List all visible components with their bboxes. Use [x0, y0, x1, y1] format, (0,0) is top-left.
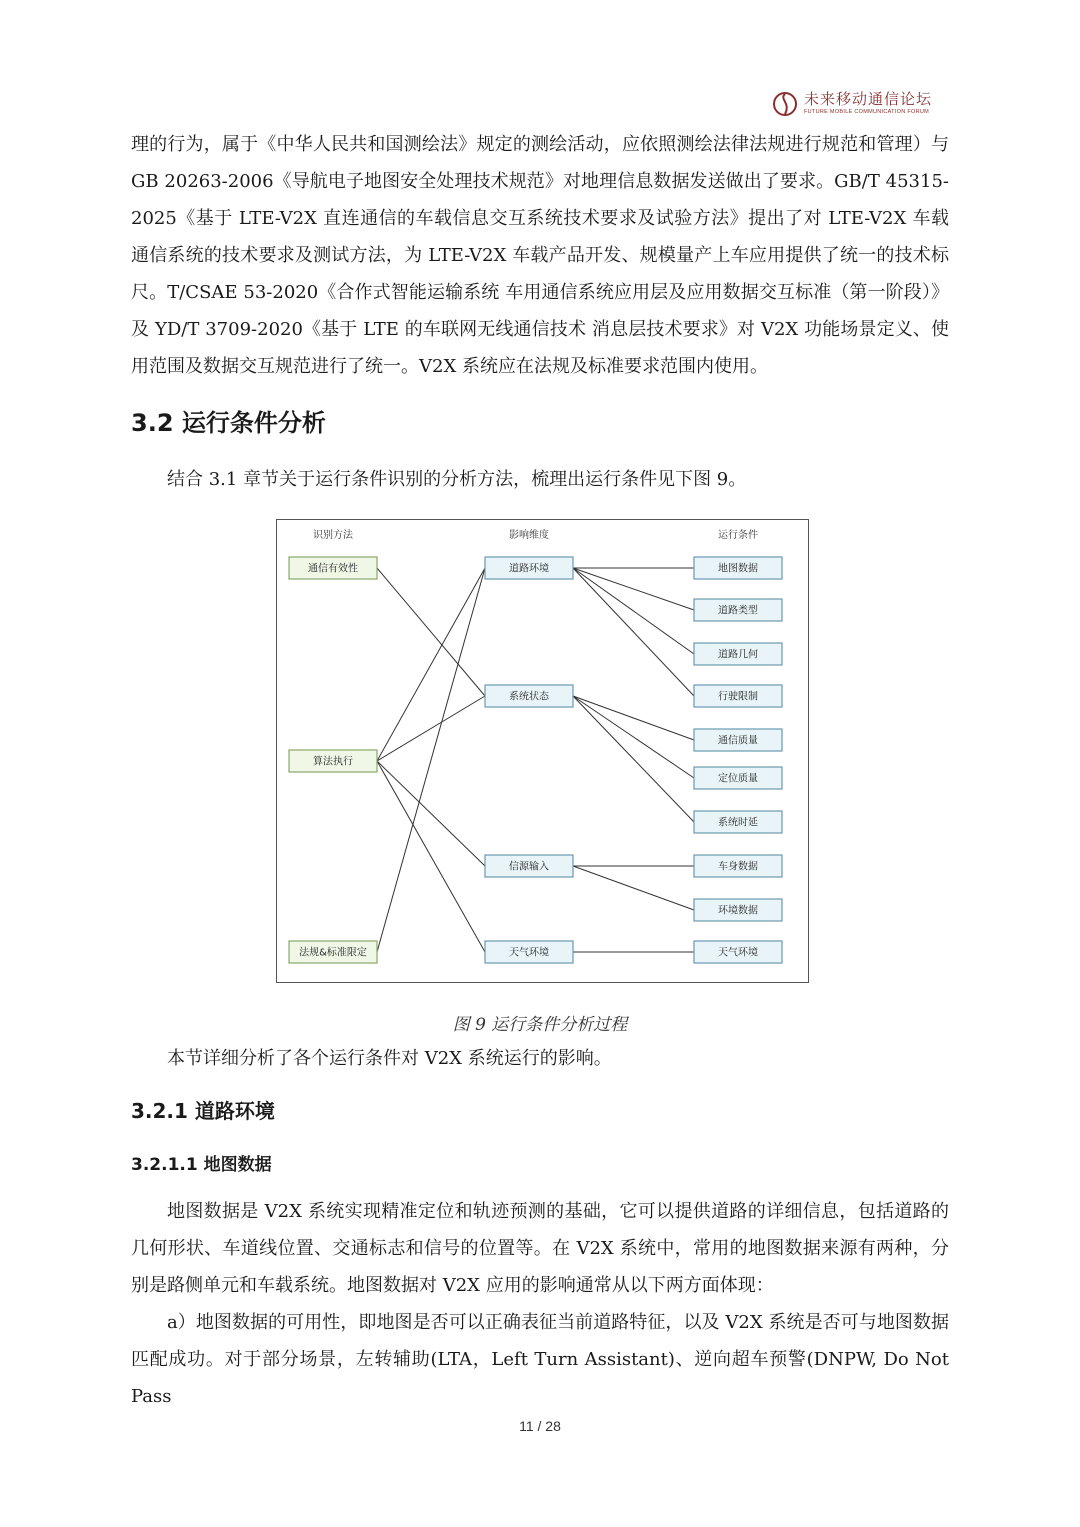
diagram-connector — [377, 761, 485, 866]
condition-node-label: 天气环境 — [718, 947, 758, 959]
diagram-connector — [377, 568, 485, 696]
diagram-connector — [573, 866, 694, 910]
page-number: 11 / 28 — [519, 1418, 561, 1434]
diagram-connector — [377, 568, 485, 761]
method-node-label: 通信有效性 — [308, 563, 358, 575]
logo-en-text: FUTURE MOBILE COMMUNICATION FORUM — [804, 109, 929, 116]
condition-node-label: 系统时延 — [718, 817, 758, 829]
section-3-2-1-1-title: 3.2.1.1 地图数据 — [131, 1155, 272, 1175]
condition-node-label: 定位质量 — [718, 773, 758, 785]
forum-logo — [772, 88, 962, 120]
diagram-connector — [377, 568, 485, 952]
diagram-col-header: 识别方法 — [313, 530, 353, 541]
diagram-connector — [573, 568, 694, 696]
diagram-col-header: 影响维度 — [509, 530, 549, 541]
dimension-node-label: 天气环境 — [509, 947, 549, 959]
method-node-label: 法规&标准限定 — [299, 947, 367, 959]
diagram-svg — [277, 520, 808, 982]
paragraph-map-data: 地图数据是 V2X 系统实现精准定位和轨迹预测的基础，它可以提供道路的详细信息，包括道路的几何形状、车道线位置、交通标志和信号的位置等。在 V2X 系统中，常用的地图数据来源有两种，分别是路侧单元和车载系统。地图数据对 V2X 应用的影响通常从以下两方面体现： — [131, 1201, 949, 1296]
forum-logo-icon — [772, 91, 798, 117]
condition-node-label: 行驶限制 — [718, 691, 758, 703]
logo-cn-text: 未来移动通信论坛 — [804, 90, 933, 109]
diagram-connector — [573, 568, 694, 610]
section-3-2-1-title: 3.2.1 道路环境 — [131, 1099, 275, 1123]
condition-node-label: 车身数据 — [718, 861, 758, 873]
diagram-connector — [377, 761, 485, 952]
paragraph-map-availability: a）地图数据的可用性，即地图是否可以正确表征当前道路特征，以及 V2X 系统是否可与地图数据匹配成功。对于部分场景，左转辅助(LTA，Left Turn Assistant)、逆向超车预警(DNPW, Do Not Pass — [131, 1312, 949, 1407]
condition-node-label: 道路几何 — [718, 649, 758, 661]
paragraph-standards: 理的行为，属于《中华人民共和国测绘法》规定的测绘活动，应依照测绘法律法规进行规范和管理）与 GB 20263-2006《导航电子地图安全处理技术规范》对地理信息数据发送做出了要求。GB/T 45315-2025《基于 LTE-V2X 直连通信的车载信息交互系统技术要求及试验方法》提出了对 LTE-V2X 车载通信系统的技术要求及测试方法，为 LTE-V2X 车载产品开发、规模量产上车应用提供了统一的技术标尺。T/CSAE 53-2020《合作式智能运输系统 车用通信系统应用层及应用数据交互标准（第一阶段）》及 YD/T 3709-2020《基于 LTE 的车联网无线通信技术 消息层技术要求》对 V2X 功能场景定义、使用范围及数据交互规范进行了统一。V2X 系统应在法规及标准要求范围内使用。 — [131, 134, 949, 377]
diagram-connector — [573, 568, 694, 654]
condition-node-label: 地图数据 — [718, 563, 758, 575]
condition-node-label: 通信质量 — [718, 735, 758, 747]
figure-9-diagram — [276, 519, 809, 983]
section-3-2-title: 3.2 运行条件分析 — [131, 409, 326, 437]
figure-caption: 图 9 运行条件分析过程 — [452, 1015, 628, 1035]
condition-node-label: 环境数据 — [718, 905, 758, 917]
paragraph-figure-intro: 结合 3.1 章节关于运行条件识别的分析方法，梳理出运行条件见下图 9。 — [167, 469, 747, 490]
diagram-connector — [573, 696, 694, 822]
dimension-node-label: 信源输入 — [509, 861, 549, 873]
dimension-node-label: 道路环境 — [509, 563, 549, 575]
diagram-connector — [573, 696, 694, 778]
diagram-connector — [377, 696, 485, 761]
method-node-label: 算法执行 — [313, 756, 353, 768]
diagram-col-header: 运行条件 — [718, 530, 758, 541]
dimension-node-label: 系统状态 — [509, 691, 549, 703]
paragraph-section-intro: 本节详细分析了各个运行条件对 V2X 系统运行的影响。 — [167, 1048, 612, 1069]
diagram-connector — [573, 696, 694, 740]
condition-node-label: 道路类型 — [718, 605, 758, 617]
